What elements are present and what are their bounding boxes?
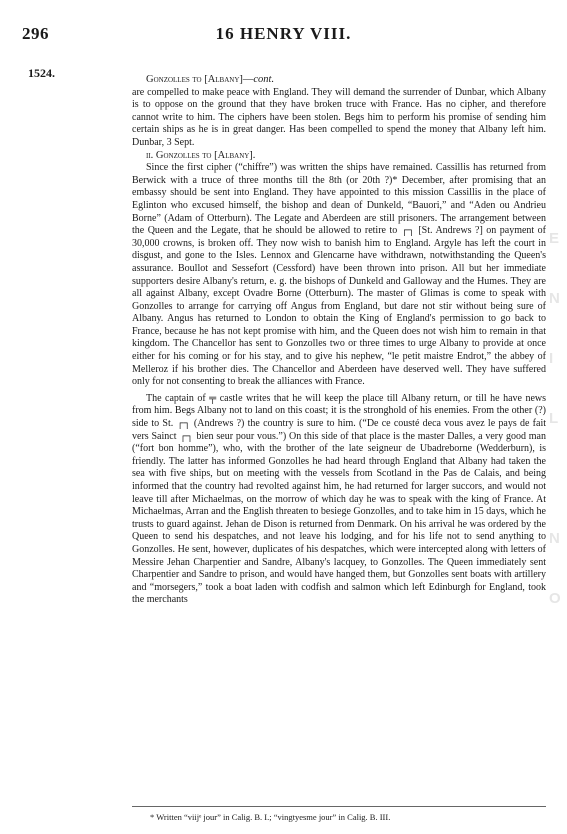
watermark-letter: O [549, 590, 561, 607]
watermark-letter: N [549, 530, 560, 547]
watermark-letter: E [549, 230, 560, 247]
footnote: * Written “viijᵉ jour” in Calig. B. I.; “vingtyesme jour” in Calig. B. III. [150, 812, 391, 822]
running-head: 16 HENRY VIII. [215, 24, 352, 43]
section2-heading: ii. Gonzolles to [Albany]. [146, 149, 256, 161]
section2-paragraph-1: Since the first cipher (“chiffre”) was written the ships have remained. Cassillis has returned from Berwick with a truce of three months till the 8th (or 20th ?)* December, after promising that an embassy should be sent into England. They have appointed to this mission Cassillis in the place of Eglinton who excused himself, the bishop and dean of Dunkeld, “Bauori,” and “Aden ou Andrieu Borne” (Adam of Otterburn). The Legate and Aberdeen are still prisoners. The arrangement between the Queen and the Legate, that he should be allowed to retire to ┌┐ [St. Andrews ?] on payment of 30,000 crowns, is broken off. They now wish to banish him to England. Argyle has left the court in disgust, and gone to the Isles. Lennox and Glencarne have withdrawn, notwithstanding the Queen's assurance. Boullot and Sessefort (Cessford) have been thrown into prison. All but her immediate supporters desire Albany's return, e. g. the bishops of Dunkeld and Galloway and the Humes. They are all against Albany, except Ovadre Borne (Otterburn). The master of Glimas is come to speak with Gonzolles to arrange for carrying off Angus from England, but dare not stir without being sure of Albany. Angus has returned to London to obtain the King of England's permission to go back to France, because he has not kept promise with him, and the Queen does not wish him to remain in that kingdom. The Chancellor has sent to Gonzolles two or three times to urge Albany to provide at once either for his coming or for his stay, and to give his nephew, “le petit maistre Endrot,” the abbey of Melleroz if his brother dies. The Chancellor and Aberdeen have deserved well. They have suffered only for not consenting to break the alliances with France. [132, 162, 546, 388]
heading-names: Gonzolles to [Albany]— [146, 74, 254, 85]
watermark-letter: I [549, 350, 554, 367]
footnote-divider [132, 806, 546, 807]
section1-paragraph: are compelled to make peace with England. They will demand the surrender of Dunbar, which Albany is to oppose on the ground that they have broken truce with France. Has no cipher, and therefore cannot write to him. The ciphers have been stolen. Begs him to perform his promise of sending him certain ships as he is in great danger. Has been compelled to spend the money that Albany left him. Dunbar, 3 Sept. [132, 86, 546, 148]
page-number: 296 [22, 24, 49, 43]
year-marginal: 1524. [28, 66, 55, 80]
watermark [547, 230, 565, 650]
section-heading [132, 74, 546, 87]
document-body [132, 74, 546, 607]
section2-paragraph-2: The captain of ╤ castle writes that he will keep the place till Albany return, or till he have news from him. Begs Albany not to land on this coast; it is the stronghold of his enemies. From the other (?) side to St. ┌┐ (Andrews ?) the country is sure to him. (“De ce cousté deca vous avez le pays de fait vers Sainct ┌┐ bien seur pour vous.”) On this side of that place is the master Dalles, a very good man (“fort bon homme”), who, with the brother of the late seigneur de Ubadreborne (Wedderburn), is friendly. The latter has informed Gonzolles he had heard through England that Albany had taken the sea with five ships, but on meeting with the vessels from Scotland in the Pas de Calais, and being informed that the country had revolted against him, he had returned for larger succors, and would not leave till after Michaelmas, on the morrow of which day he was to speak with the king of France. At Michaelmas, Arran and the English threaten to besiege Gonzolles, and to take him in 15 days, which he trusts to guard against. Jehan de Dison is returned from Denmark. On his arrival he was ordered by the Queen to send his despatches, and not leave his lodging, and for his life not to send anything to Gonzolles. He sent, however, duplicates of his despatches, which were intercepted along with letters of Messire Jehan Charpentier and Sandre, Albany's lacquey, to Gonzolles. The Queen immediately sent Charpentier and Sandre to prison, and would have hanged them, but Gonzolles sent boats with artillery and “morsegers,” took a boat laden with codfish and salmon which left Edinburgh for England, took the merchants [132, 392, 546, 606]
heading-cont: cont. [253, 74, 275, 85]
watermark-letter: L [549, 410, 559, 427]
watermark-letter: N [549, 290, 560, 307]
